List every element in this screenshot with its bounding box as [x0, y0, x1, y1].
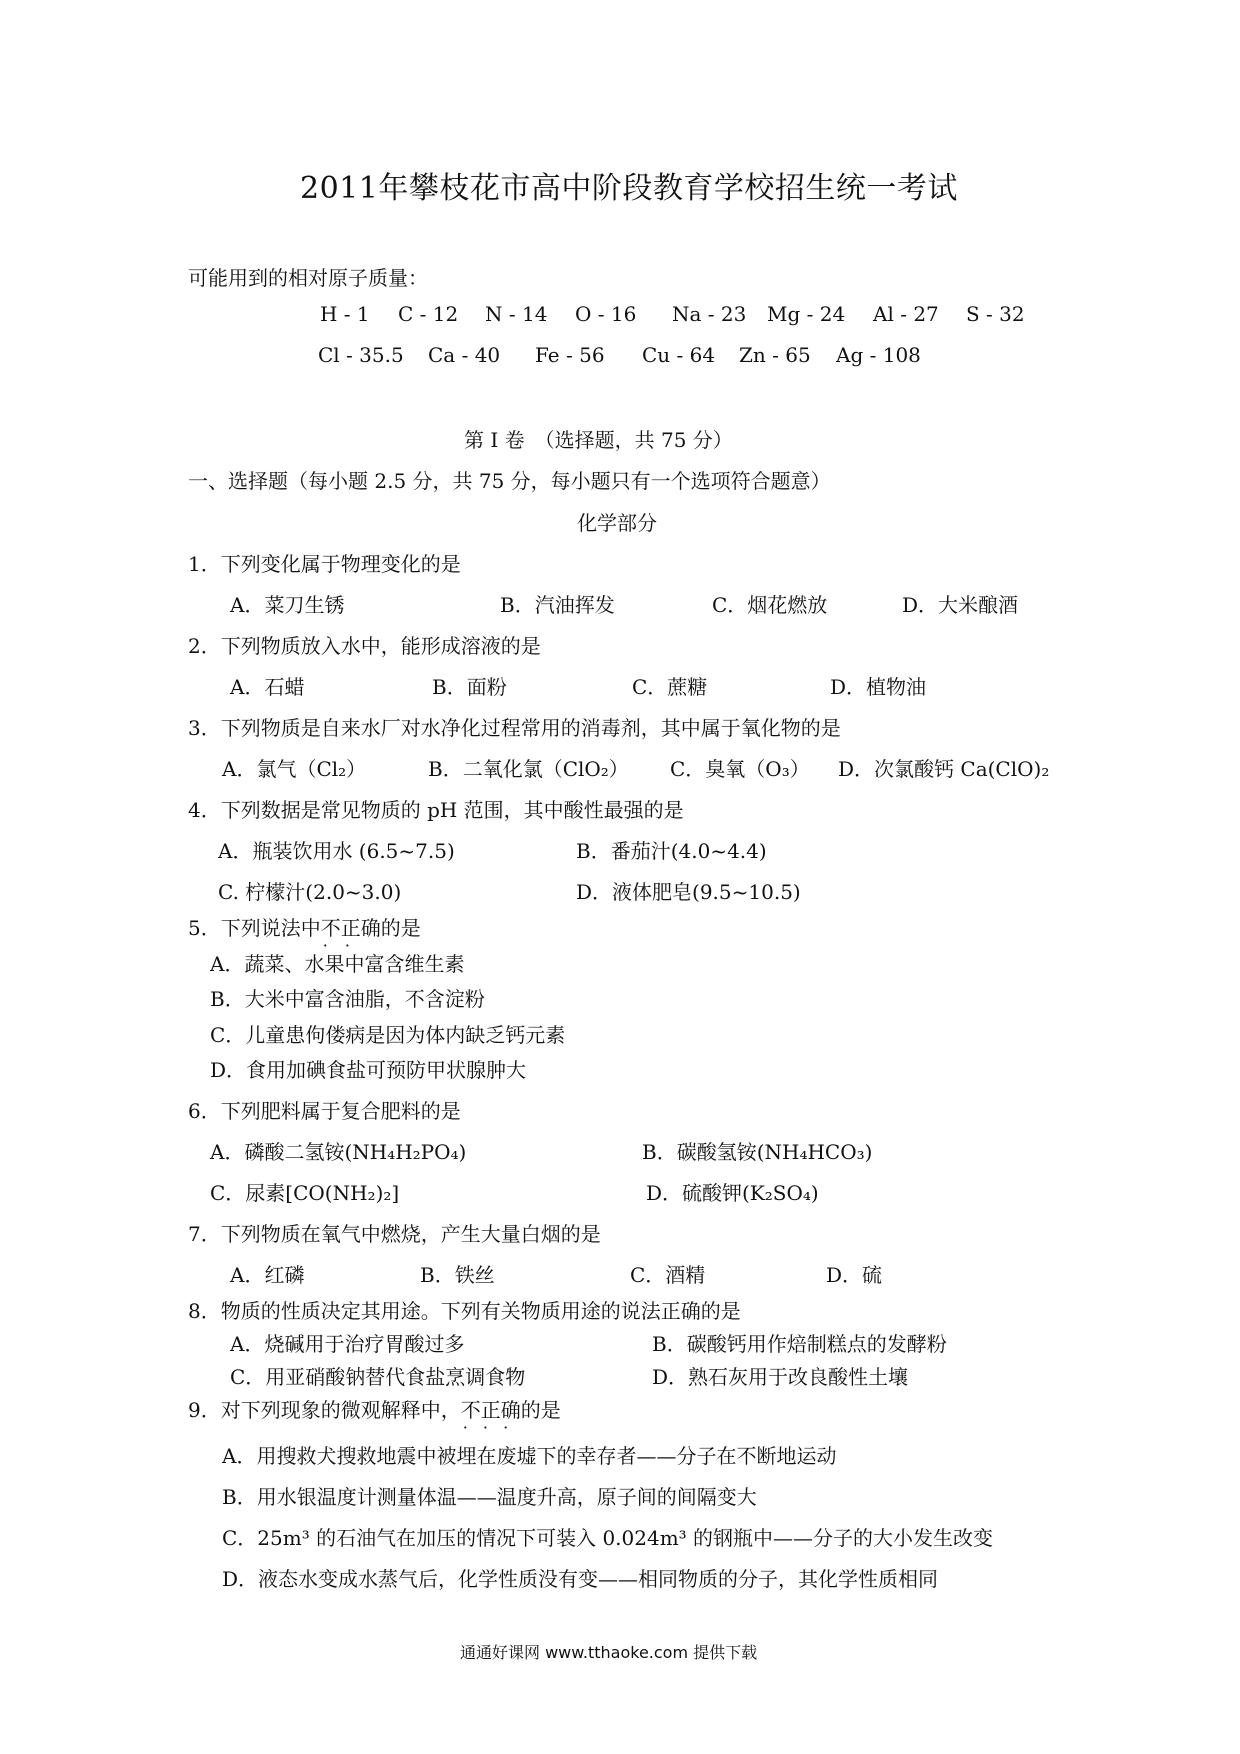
- question-3-stem: 3．下列物质是自来水厂对水净化过程常用的消毒剂，其中属于氧化物的是: [188, 716, 841, 740]
- mass-na: Na - 23: [672, 302, 747, 326]
- question-9-option-d: D．液态水变成水蒸气后，化学性质没有变——相同物质的分子，其化学性质相同: [222, 1567, 939, 1591]
- question-6-option-c: C．尿素[CO(NH₂)₂]: [210, 1181, 400, 1205]
- question-5-option-d: D．食用加碘食盐可预防甲状腺肿大: [210, 1058, 527, 1082]
- question-4-option-a: A．瓶装饮用水 (6.5~7.5): [218, 839, 455, 863]
- mass-s: S - 32: [966, 302, 1025, 326]
- question-4-option-d: D．液体肥皂(9.5~10.5): [576, 880, 801, 904]
- mass-zn: Zn - 65: [739, 343, 811, 367]
- mass-c: C - 12: [398, 302, 459, 326]
- question-6-option-b: B．碳酸氢铵(NH₄HCO₃): [642, 1140, 873, 1164]
- subject-heading: 化学部分: [577, 511, 657, 535]
- question-4-option-c: C. 柠檬汁(2.0~3.0): [218, 880, 402, 904]
- question-3-option-b: B．二氧化氯（ClO₂）: [428, 757, 629, 781]
- question-2-stem: 2．下列物质放入水中，能形成溶液的是: [188, 634, 541, 658]
- question-5-option-a: A．蔬菜、水果中富含维生素: [210, 952, 465, 976]
- question-1-option-c: C．烟花燃放: [712, 593, 828, 617]
- part-heading: 一、选择题（每小题 2.5 分，共 75 分，每小题只有一个选项符合题意）: [188, 469, 831, 493]
- question-9-stem: [188, 1394, 561, 1423]
- mass-h: H - 1: [320, 302, 370, 326]
- question-3-option-d: D．次氯酸钙 Ca(ClO)₂: [838, 757, 1050, 781]
- question-9-option-a: A．用搜救犬搜救地震中被埋在废墟下的幸存者——分子在不断地运动: [222, 1444, 837, 1468]
- question-2-option-a: A．石蜡: [230, 675, 305, 699]
- question-8-stem: 8．物质的性质决定其用途。下列有关物质用途的说法正确的是: [188, 1299, 741, 1323]
- mass-o: O - 16: [575, 302, 637, 326]
- question-6-option-a: A．磷酸二氢铵(NH₄H₂PO₄): [210, 1140, 467, 1164]
- mass-mg: Mg - 24: [767, 302, 846, 326]
- question-5-option-c: C．儿童患佝偻病是因为体内缺乏钙元素: [210, 1023, 566, 1047]
- mass-ca: Ca - 40: [428, 343, 501, 367]
- question-1-option-a: A．菜刀生锈: [230, 593, 345, 617]
- question-1-option-b: B．汽油挥发: [500, 593, 615, 617]
- question-5-option-b: B．大米中富含油脂，不含淀粉: [210, 987, 485, 1011]
- mass-cu: Cu - 64: [642, 343, 716, 367]
- mass-fe: Fe - 56: [535, 343, 605, 367]
- question-2-option-d: D．植物油: [830, 675, 927, 699]
- emphasis-marked-text: 不正确 · · ·: [461, 1398, 521, 1422]
- question-7-option-b: B．铁丝: [420, 1263, 495, 1287]
- question-9-stem-start: 9．对下列现象的微观解释中，: [188, 1398, 461, 1422]
- question-8-option-d: D．熟石灰用于改良酸性土壤: [652, 1365, 909, 1389]
- question-5-stem-start: 5．下列说法中: [188, 916, 321, 940]
- question-9-option-b: B．用水银温度计测量体温——温度升高，原子间的间隔变大: [222, 1485, 757, 1509]
- emphasis-marked-text: 不正 · ·: [321, 916, 361, 940]
- question-9-option-c: C．25m³ 的石油气在加压的情况下可装入 0.024m³ 的钢瓶中——分子的大小发生改变: [222, 1526, 994, 1550]
- question-8-option-c: C．用亚硝酸钠替代食盐烹调食物: [230, 1365, 526, 1389]
- masses-label: 可能用到的相对原子质量：: [188, 266, 428, 290]
- question-8-option-a: A．烧碱用于治疗胃酸过多: [230, 1332, 465, 1356]
- question-3-option-c: C．臭氧（O₃）: [670, 757, 810, 781]
- mass-ag: Ag - 108: [836, 343, 921, 367]
- question-7-option-d: D．硫: [826, 1263, 883, 1287]
- question-7-stem: 7．下列物质在氧气中燃烧，产生大量白烟的是: [188, 1222, 601, 1246]
- mass-al: Al - 27: [873, 302, 939, 326]
- question-6-option-d: D．硫酸钾(K₂SO₄): [646, 1181, 819, 1205]
- question-9-stem-end: 的是: [520, 1398, 561, 1422]
- question-5-stem-end: 确的是: [360, 916, 421, 940]
- question-1-option-d: D．大米酿酒: [902, 593, 1019, 617]
- question-7-option-c: C．酒精: [630, 1263, 706, 1287]
- question-8-option-b: B．碳酸钙用作焙制糕点的发酵粉: [652, 1332, 947, 1356]
- question-7-option-a: A．红磷: [230, 1263, 305, 1287]
- mass-n: N - 14: [485, 302, 548, 326]
- question-1-stem: 1．下列变化属于物理变化的是: [188, 552, 461, 576]
- footer-credit: 通通好课网 www.tthaoke.com 提供下载: [460, 1643, 758, 1662]
- question-4-option-b: B．番茄汁(4.0~4.4): [576, 839, 767, 863]
- section-title: 第 I 卷 （选择题，共 75 分）: [464, 428, 733, 452]
- question-5-stem: [188, 912, 421, 941]
- question-2-option-b: B．面粉: [432, 675, 507, 699]
- mass-cl: Cl - 35.5: [318, 343, 404, 367]
- question-4-stem: 4．下列数据是常见物质的 pH 范围，其中酸性最强的是: [188, 798, 684, 822]
- question-3-option-a: A．氯气（Cl₂）: [222, 757, 367, 781]
- page-title: 2011年攀枝花市高中阶段教育学校招生统一考试: [300, 171, 958, 206]
- question-6-stem: 6．下列肥料属于复合肥料的是: [188, 1099, 461, 1123]
- question-2-option-c: C．蔗糖: [632, 675, 708, 699]
